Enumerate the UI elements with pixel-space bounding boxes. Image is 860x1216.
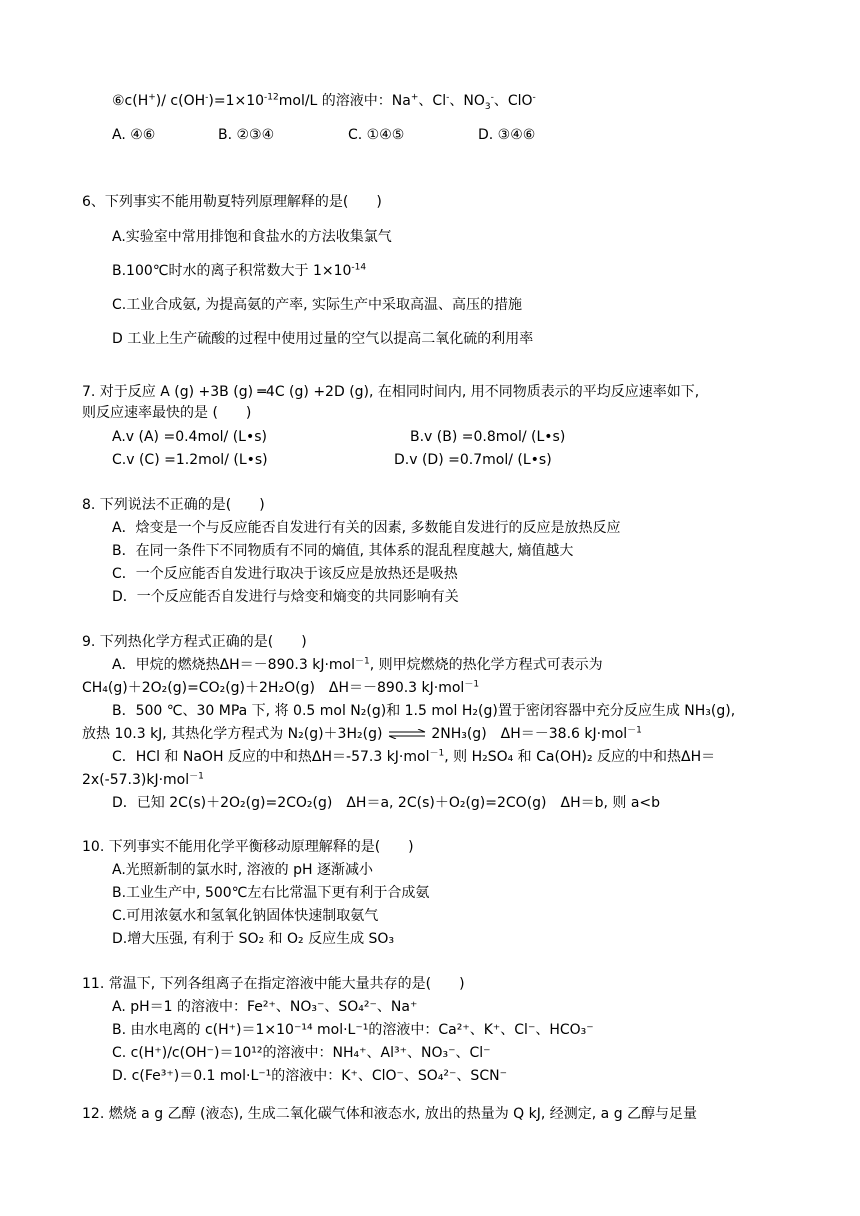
q6-option-c: C.工业合成氨, 为提高氨的产率, 实际生产中采取高温、高压的措施 [112,297,523,313]
q7-option-c: C.v (C) =1.2mol/ (L•s) [112,452,268,468]
q6-stem: 6、下列事实不能用勒夏特列原理解释的是( ) [82,194,382,210]
q10-stem: 10. 下列事实不能用化学平衡移动原理解释的是( ) [82,839,414,855]
q5-option-a: A. ④⑥ [112,127,156,143]
q9-option-b-line2: 放热 10.3 kJ, 其热化学方程式为 N₂(g)＋3H₂(g) 2NH₃(g) ΔH＝－38.6 kJ·mol$^{-1}$ [82,725,642,742]
q7-stem-line2: 则反应速率最快的是 ( ) [82,405,252,421]
q6-option-a: A.实验室中常用排饱和食盐水的方法收集氯气 [112,229,392,245]
q9-option-a-line1: A．甲烷的燃烧热ΔH＝－890.3 kJ·mol$^{-1}$, 则甲烷燃烧的热化学方程式可表示为 [112,656,603,673]
q6-option-d: D 工业上生产硫酸的过程中使用过量的空气以提高二氧化硫的利用率 [112,331,534,347]
q11-option-b: B. 由水电离的 c(H⁺)＝1×10⁻¹⁴ mol·L⁻¹的溶液中：Ca²⁺、K⁺、Cl⁻、HCO₃⁻ [112,1022,594,1038]
q5-option-c: C. ①④⑤ [348,127,405,143]
q11-option-a: A. pH＝1 的溶液中：Fe²⁺、NO₃⁻、SO₄²⁻、Na⁺ [112,999,418,1015]
q10-option-a: A.光照新制的氯水时, 溶液的 pH 逐渐减小 [112,862,373,878]
q5-option-b: B. ②③④ [218,127,275,143]
q7-option-d: D.v (D) =0.7mol/ (L•s) [394,452,552,468]
q6-option-b: B.100℃时水的离子积常数大于 $1\times 10^{-14}$ [112,262,367,279]
q10-option-c: C.可用浓氨水和氢氧化钠固体快速制取氨气 [112,908,379,924]
q9-option-a-line2: CH₄(g)＋2O₂(g)=CO₂(g)＋2H₂O(g) ΔH＝－890.3 kJ·mol$^{-1}$ [82,679,480,696]
q9-option-c-line2: 2x(-57.3)kJ·mol$^{-1}$ [82,771,204,788]
q7-option-a: A.v (A) =0.4mol/ (L•s) [112,429,267,445]
reversible-arrow-icon [387,729,427,739]
q7-stem-line1: 7. 对于反应 A (g) +3B (g) ═4C (g) +2D (g), 在相同时间内, 用不同物质表示的平均反应速率如下, [82,384,700,400]
q8-option-d: D．一个反应能否自发进行与焓变和熵变的共同影响有关 [112,589,459,605]
q10-option-b: B.工业生产中, 500℃左右比常温下更有利于合成氨 [112,885,430,901]
q8-option-c: C．一个反应能否自发进行取决于该反应是放热还是吸热 [112,566,458,582]
q10-option-d: D.增大压强, 有利于 SO₂ 和 O₂ 反应生成 SO₃ [112,931,395,947]
q7-option-b: B.v (B) =0.8mol/ (L•s) [410,429,566,445]
q11-stem: 11. 常温下, 下列各组离子在指定溶液中能大量共存的是( ) [82,976,465,992]
q9-option-c-line1: C．HCl 和 NaOH 反应的中和热ΔH＝-57.3 kJ·mol$^{-1}$, 则 H₂SO₄ 和 Ca(OH)₂ 反应的中和热ΔH＝ [112,748,716,765]
q9-option-d: D．已知 2C(s)＋2O₂(g)=2CO₂(g) ΔH＝a, 2C(s)＋O₂(g)=2CO(g) ΔH＝b, 则 a<b [112,795,661,811]
q8-option-b: B．在同一条件下不同物质有不同的熵值, 其体系的混乱程度越大, 熵值越大 [112,543,574,559]
q9-option-b-line1: B．500 ℃、30 MPa 下, 将 0.5 mol N₂(g)和 1.5 mol H₂(g)置于密闭容器中充分反应生成 NH₃(g), [112,703,736,719]
q12-stem: 12. 燃烧 a g 乙醇 (液态), 生成二氧化碳气体和液态水, 放出的热量为 Q kJ, 经测定, a g 乙醇与足量 [82,1106,698,1122]
q11-option-d: D. c(Fe³⁺)＝0.1 mol·L⁻¹的溶液中：K⁺、ClO⁻、SO₄²⁻、SCN⁻ [112,1068,507,1084]
q8-option-a: A．焓变是一个与反应能否自发进行有关的因素, 多数能自发进行的反应是放热反应 [112,520,621,536]
q11-option-c: C. c(H⁺)/c(OH⁻)＝10¹²的溶液中：NH₄⁺、Al³⁺、NO₃⁻、Cl⁻ [112,1045,491,1061]
q8-stem: 8. 下列说法不正确的是( ) [82,497,265,513]
q5-option-d: D. ③④⑥ [478,127,536,143]
q5-item6: ⑥c(H+)/ $c(OH^-)=1\times 10^{-12}mol/L$ 的溶液中：Na+、Cl-、$NO_3^-$、ClO- [112,92,536,112]
q9-stem: 9. 下列热化学方程式正确的是( ) [82,634,307,650]
